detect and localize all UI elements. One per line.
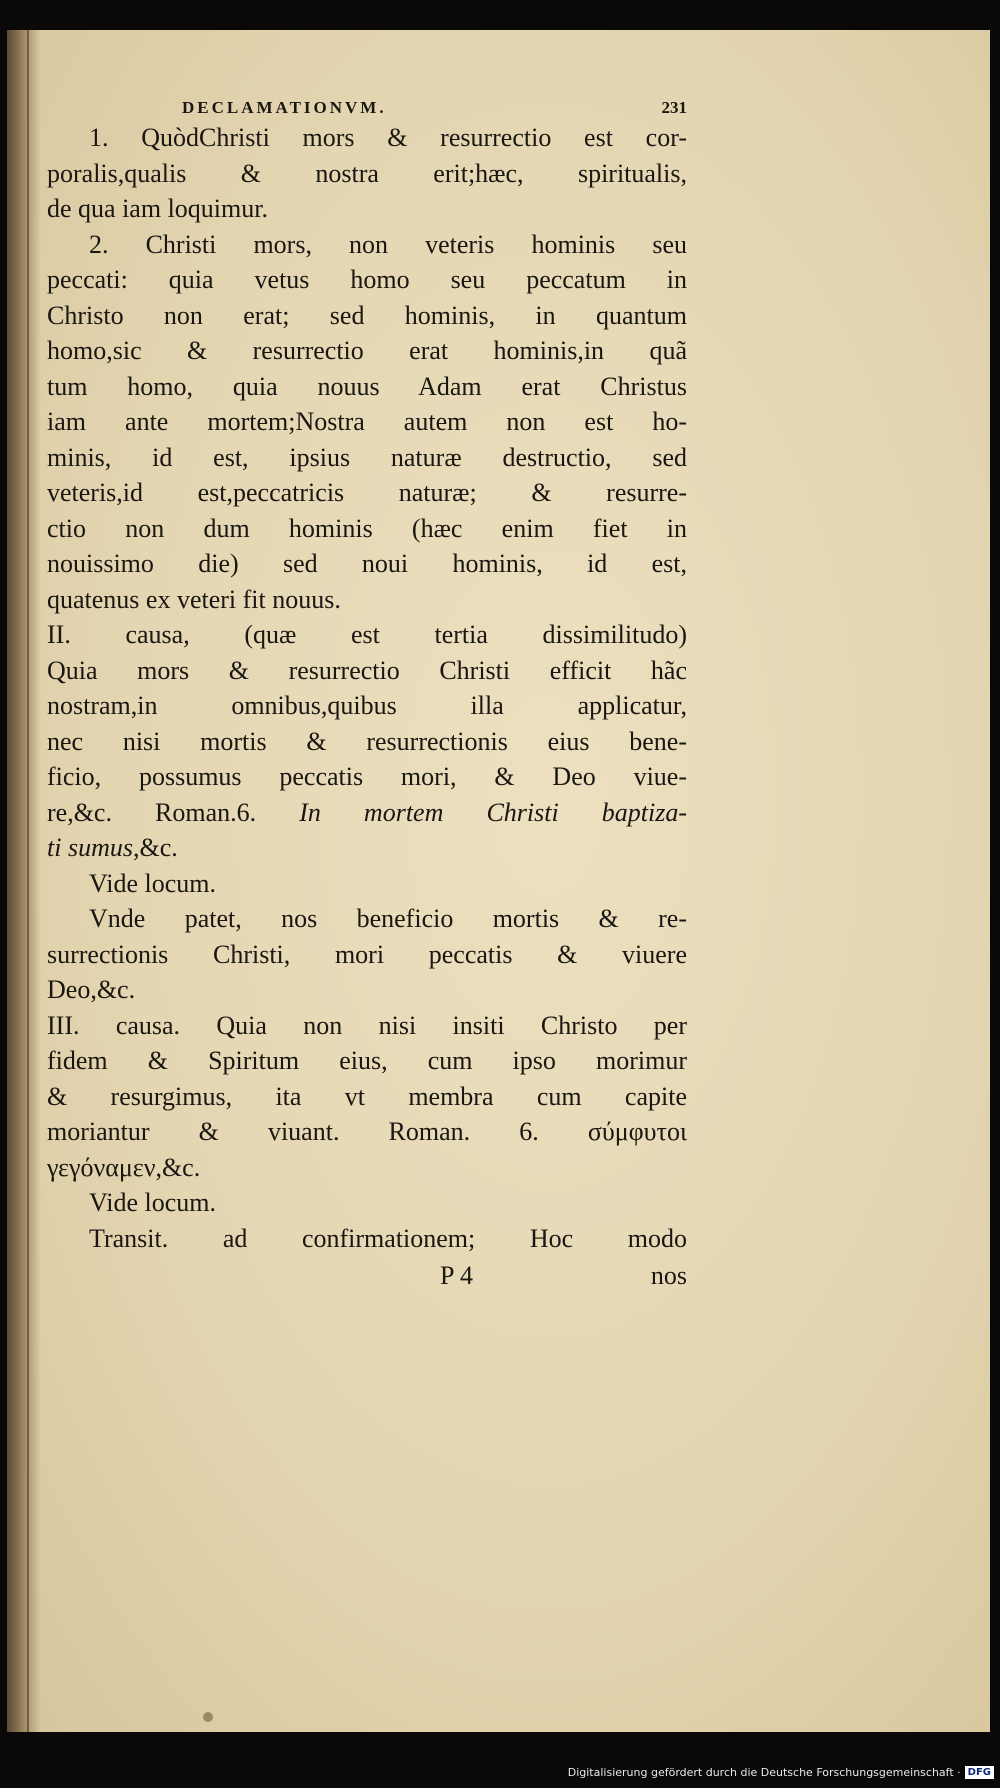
line-text: nostram,in omnibus,quibus illa applicatur, <box>47 691 687 720</box>
text-line <box>47 262 687 298</box>
book-page <box>7 30 990 1732</box>
line-text: peccati: quia vetus homo seu peccatum in <box>47 265 687 294</box>
text-line <box>47 653 687 689</box>
line-text: tum homo, quia nouus Adam erat Christus <box>47 371 687 401</box>
line-text: surrectionis Christi, mori peccatis & viuere <box>47 939 687 969</box>
text-line <box>47 582 687 618</box>
line-text: & resurgimus, ita vt membra cum capite <box>47 1081 687 1111</box>
text-line <box>47 191 687 227</box>
line-text: veteris,id est,peccatricis naturæ; & resurre- <box>47 478 687 507</box>
text-line <box>47 369 687 405</box>
running-head <box>47 98 687 120</box>
line-text: Deo,&c. <box>47 975 136 1004</box>
dfg-logo: DFG <box>965 1766 994 1779</box>
line-text: Vide locum. <box>89 868 216 898</box>
binding-shadow-line <box>27 30 29 1732</box>
line-tail: ,&c. <box>132 833 178 862</box>
line-text: nouissimo die) sed noui hominis, id est, <box>47 549 687 578</box>
text-line <box>47 688 687 724</box>
page-footer <box>47 1256 687 1296</box>
text-line <box>47 1114 687 1150</box>
line-text: Vide locum. <box>89 1188 216 1217</box>
page-binding-edge <box>7 30 41 1732</box>
text-line <box>47 866 687 902</box>
credit-text: Digitalisierung gefördert durch die Deutsche Forschungsgemeinschaft · <box>567 1765 961 1779</box>
text-line <box>47 937 687 973</box>
catchword: nos <box>650 1261 687 1290</box>
line-text: de qua iam loquimur. <box>47 194 268 223</box>
line-text: II. causa, (quæ est tertia dissimilitudo) <box>47 620 687 649</box>
line-text: III. causa. Quia non nisi insiti Christo per <box>47 1010 687 1040</box>
italic-text: In mortem Christi baptiza- <box>256 797 687 827</box>
text-line <box>47 298 687 334</box>
line-text: ficio, possumus peccatis mori, & Deo viue- <box>47 762 687 791</box>
line-text: poralis,qualis & nostra erit;hæc, spiritualis, <box>47 158 687 188</box>
line-text: 2. Christi mors, non veteris hominis seu <box>89 229 687 259</box>
text-line <box>47 1079 687 1115</box>
running-head-title: DECLAMATIONVM. <box>182 98 387 117</box>
line-text: homo,sic & resurrectio erat hominis,in quã <box>47 336 687 365</box>
text-line <box>47 440 687 476</box>
italic-text: ti sumus <box>47 833 133 862</box>
text-block <box>47 98 687 1296</box>
text-line <box>47 1221 687 1257</box>
text-line <box>47 511 687 547</box>
line-text: Transit. ad confirmationem; Hoc modo <box>89 1223 687 1253</box>
paper-stain <box>203 1712 213 1722</box>
page-number: 231 <box>661 98 687 117</box>
text-line <box>47 546 687 582</box>
text-line <box>47 1150 687 1186</box>
text-line <box>47 120 687 156</box>
text-line <box>47 901 687 937</box>
text-line <box>47 156 687 192</box>
line-text: ctio non dum hominis (hæc enim fiet in <box>47 513 687 543</box>
line-text: Vnde patet, nos beneficio mortis & re- <box>89 904 687 933</box>
text-line <box>47 475 687 511</box>
line-text: Quia mors & resurrectio Christi efficit hãc <box>47 655 687 685</box>
text-line <box>47 795 687 831</box>
body-text <box>47 120 687 1256</box>
text-line <box>47 404 687 440</box>
line-text: quatenus ex veteri fit nouus. <box>47 584 341 614</box>
text-line <box>47 759 687 795</box>
text-line <box>47 333 687 369</box>
line-text: minis, id est, ipsius naturæ destructio, sed <box>47 442 687 472</box>
line-text: fidem & Spiritum eius, cum ipso morimur <box>47 1046 687 1075</box>
text-line <box>47 227 687 263</box>
line-text: nec nisi mortis & resurrectionis eius bene- <box>47 726 687 756</box>
text-line <box>47 617 687 653</box>
line-text: re,&c. Roman.6. <box>47 797 257 827</box>
text-line <box>47 1008 687 1044</box>
text-line <box>47 830 687 866</box>
signature-mark: P 4 <box>440 1261 473 1290</box>
digitization-credit <box>568 1762 994 1782</box>
text-line <box>47 1185 687 1221</box>
text-line <box>47 972 687 1008</box>
line-text: γεγόναμεν,&c. <box>47 1152 201 1182</box>
line-text: iam ante mortem;Nostra autem non est ho- <box>47 407 687 436</box>
line-text: moriantur & viuant. Roman. 6. σύμφυτοι <box>47 1117 687 1146</box>
line-text: 1. QuòdChristi mors & resurrectio est cor- <box>89 123 687 152</box>
line-text: Christo non erat; sed hominis, in quantum <box>47 300 687 330</box>
text-line <box>47 724 687 760</box>
text-line <box>47 1043 687 1079</box>
